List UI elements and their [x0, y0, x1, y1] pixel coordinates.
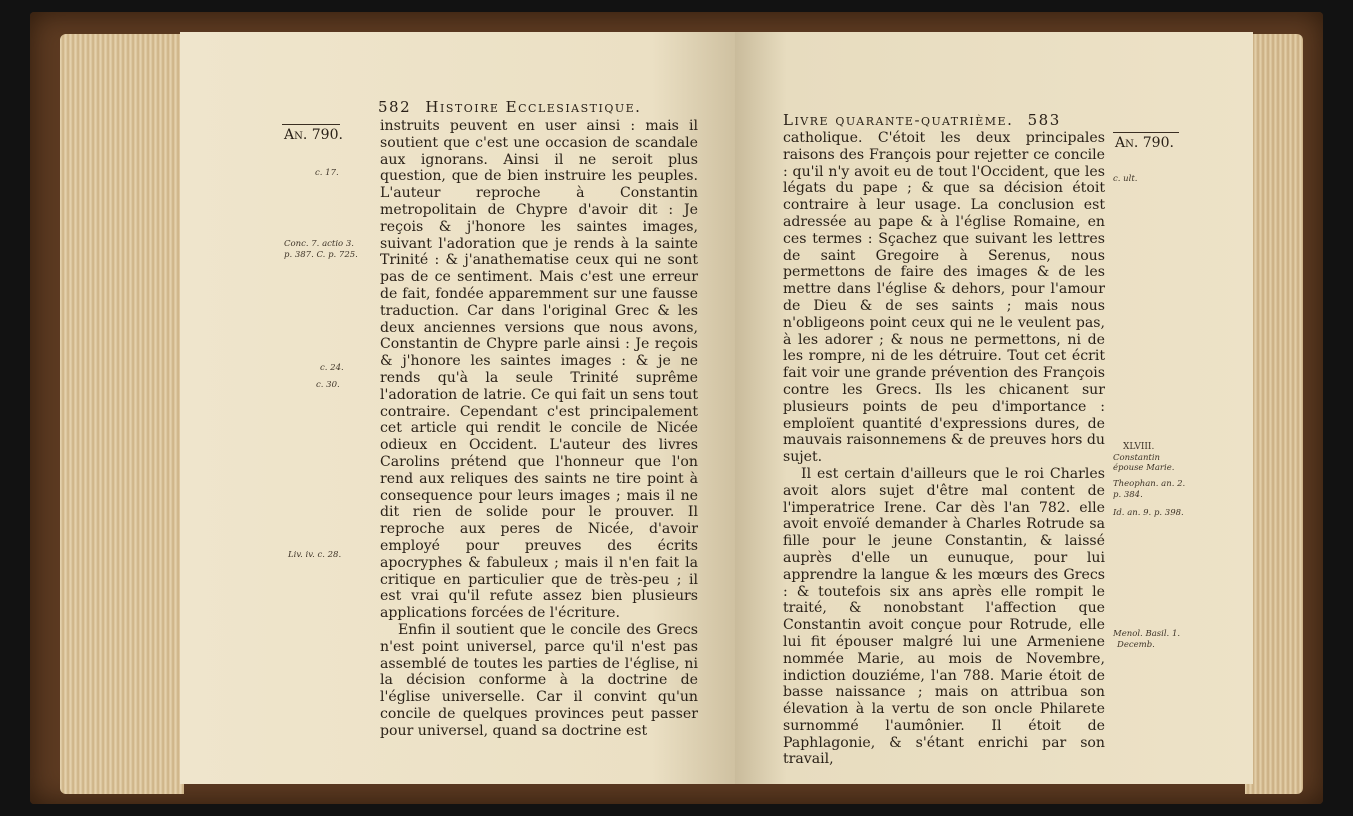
paragraph: Il est certain d'ailleurs que le roi Charles avoit alors sujet d'être mal content de l'imperatrice Irene. Car dès l'an 782. elle avoit envoïé demander à Charles Rotrude sa fille pour le jeune Constantin, & laissé auprès d'elle un eunuque, pour lui apprendre la langue & les mœurs des Grecs : & toutefois six ans après elle rompit le traité, & nonobstant l'affection que Constantin avoit conçue pour Rotrude, elle lui fit épouser malgré lui une Armeniene nommée Marie, au mois de Novembre, indiction douziéme, l'an 788. Marie étoit de basse naissance ; mais on attribua son élevation à la vertu de son oncle Philarete surnommé l'aumônier. Il étoit de Paphlagonie, & s'étant enrichi par son travail, [783, 465, 1105, 768]
margin-note: Id. an. 9. p. 398. [1113, 508, 1184, 518]
left-page-edges [60, 34, 184, 794]
left-page-body [380, 118, 698, 739]
margin-note: XLVIII. [1123, 442, 1155, 452]
paragraph: Enfin il soutient que le concile des Grecs n'est point universel, parce qu'il n'est pas assemblé de toutes les parties de l'église, ni la décision conforme à la doctrine de l'église universelle. Car il convint qu'un concile de quelques provinces peut passer pour universel, quand sa doctrine est [380, 621, 698, 739]
left-page-header [378, 98, 641, 116]
right-running-title: Livre quarante-quatrième. [783, 111, 1014, 129]
margin-note: Liv. iv. c. 28. [288, 550, 342, 560]
left-year-rule [282, 124, 340, 125]
margin-note: Conc. 7. actio 3. [284, 239, 354, 249]
right-page-edges [1245, 34, 1303, 794]
left-page-number: 582 [378, 98, 412, 116]
margin-note: Decemb. [1117, 640, 1155, 650]
open-book [30, 12, 1323, 804]
margin-note: p. 387. C. p. 725. [284, 250, 358, 260]
paragraph: instruits peuvent en user ainsi : mais il soutient que c'est une occasion de scandale aux ignorans. Ainsi il ne seroit plus question, que de bien instruire les peuples. L'auteur reproche à Constantin metropolitain de Chypre d'avoir dit : Je reçois & j'honore les saintes images, suivant l'adoration que je rends à la sainte Trinité : & j'anathematise ceux qui ne sont pas de ce sentiment. Mais c'est une erreur de fait, fondée apparemment sur une fausse traduction. Car dans l'original Grec & les deux anciennes versions que nous avons, Constantin de Chypre parle ainsi : Je reçois & j'honore les saintes images : & je ne rends qu'à la seule Trinité suprême l'adoration de latrie. Ce qui fait un sens tout contraire. Cependant c'est principalement cet article qui rendit le concile de Nicée odieux en Occident. L'auteur des livres Carolins prétend que l'honneur que l'on rend aux reliques des saints ne tire point à consequence pour leurs images ; mais il ne dit rien de solide pour le prouver. Il reproche aux peres de Nicée, d'avoir employé pour preuves des écrits apocryphes & fabuleux ; mais il n'en fait la critique en particulier que de très-peu ; il est vrai qu'il refute assez bien plusieurs applications forcées de l'écriture. [380, 118, 698, 622]
right-year-note: An. 790. [1115, 135, 1174, 151]
right-page-body [783, 130, 1105, 768]
right-page [735, 32, 1253, 784]
margin-note: c. 24. [320, 363, 344, 373]
right-page-number: 583 [1027, 111, 1061, 129]
margin-note: Menol. Basil. 1. [1113, 629, 1181, 639]
margin-note: c. 30. [316, 380, 340, 390]
right-year-rule [1113, 132, 1179, 133]
right-page-header [783, 111, 1061, 129]
margin-note: p. 384. [1113, 490, 1143, 500]
left-running-title: Histoire Ecclesiastique. [425, 98, 642, 116]
left-page [180, 32, 735, 784]
paragraph: catholique. C'étoit les deux principales raisons des François pour rejetter ce concile : qu'il n'y avoit eu de tout l'Occident, que les légats du pape ; & que sa décision étoit contraire à leur usage. La conclusion est adressée au pape & à l'église Romaine, en ces termes : Sçachez que suivant les lettres de saint Gregoire à Serenus, nous permettons de faire des images & de les mettre dans l'église & dehors, pour l'amour de Dieu & de ses saints ; mais nous n'obligeons point ceux qui ne le veulent pas, à les adorer ; & nous ne permettons, ni de les rompre, ni de les détruire. Tout cet écrit fait voir une grande prévention des François contre les Grecs. Ils les chicanent sur plusieurs points de peu d'importance : emploïent quantité d'expressions dures, de mauvais raisonnemens & de preuves hors du sujet. [783, 130, 1105, 466]
margin-note: Theophan. an. 2. [1113, 479, 1186, 489]
margin-note: c. 17. [315, 168, 339, 178]
left-year-note: An. 790. [284, 127, 343, 143]
margin-note: c. ult. [1113, 174, 1138, 184]
margin-note: Constantin épouse Marie. [1113, 453, 1175, 473]
